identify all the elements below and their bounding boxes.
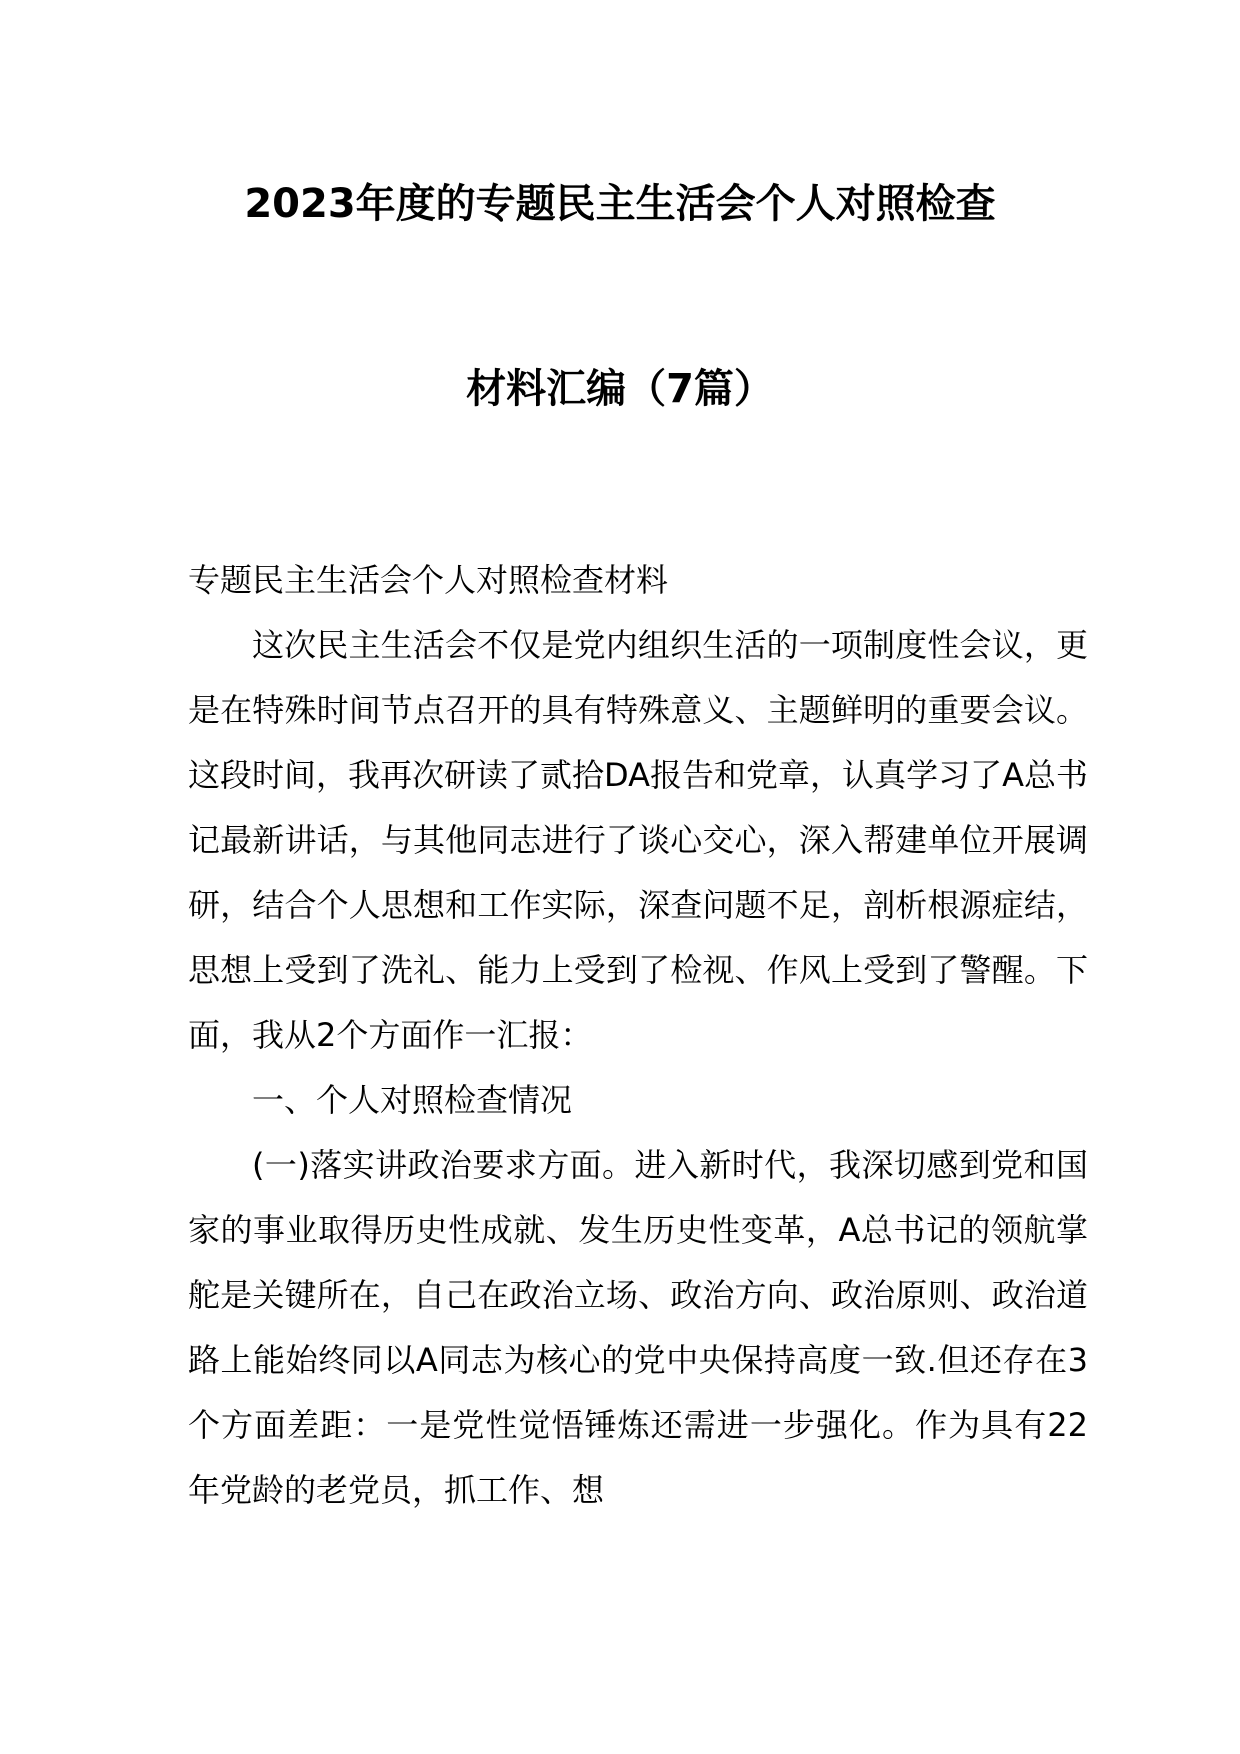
- section-heading: 一、个人对照检查情况: [252, 1081, 573, 1119]
- document-subtitle: 专题民主生活会个人对照检查材料: [188, 561, 669, 599]
- document-title-line-2: 材料汇编（7篇）: [466, 366, 774, 412]
- document-body: [188, 548, 1088, 1523]
- document-title-line-1: 2023年度的专题民主生活会个人对照检查: [244, 181, 996, 227]
- paragraph-section-1: (一)落实讲政治要求方面。进入新时代，我深切感到党和国家的事业取得历史性成就、发生历史性变革，A总书记的领航掌舵是关键所在，自己在政治立场、政治方向、政治原则、政治道路上能始终同以A同志为核心的党中央保持高度一致.但还存在3个方面差距：一是党性觉悟锤炼还需进一步强化。作为具有22年党龄的老党员，抓工作、想: [188, 1146, 1088, 1509]
- paragraph-intro: 这次民主生活会不仅是党内组织生活的一项制度性会议，更是在特殊时间节点召开的具有特殊意义、主题鲜明的重要会议。这段时间，我再次研读了贰拾DA报告和党章，认真学习了A总书记最新讲话，与其他同志进行了谈心交心，深入帮建单位开展调研，结合个人思想和工作实际，深查问题不足，剖析根源症结，思想上受到了洗礼、能力上受到了检视、作风上受到了警醒。下面，我从2个方面作一汇报：: [188, 626, 1088, 1054]
